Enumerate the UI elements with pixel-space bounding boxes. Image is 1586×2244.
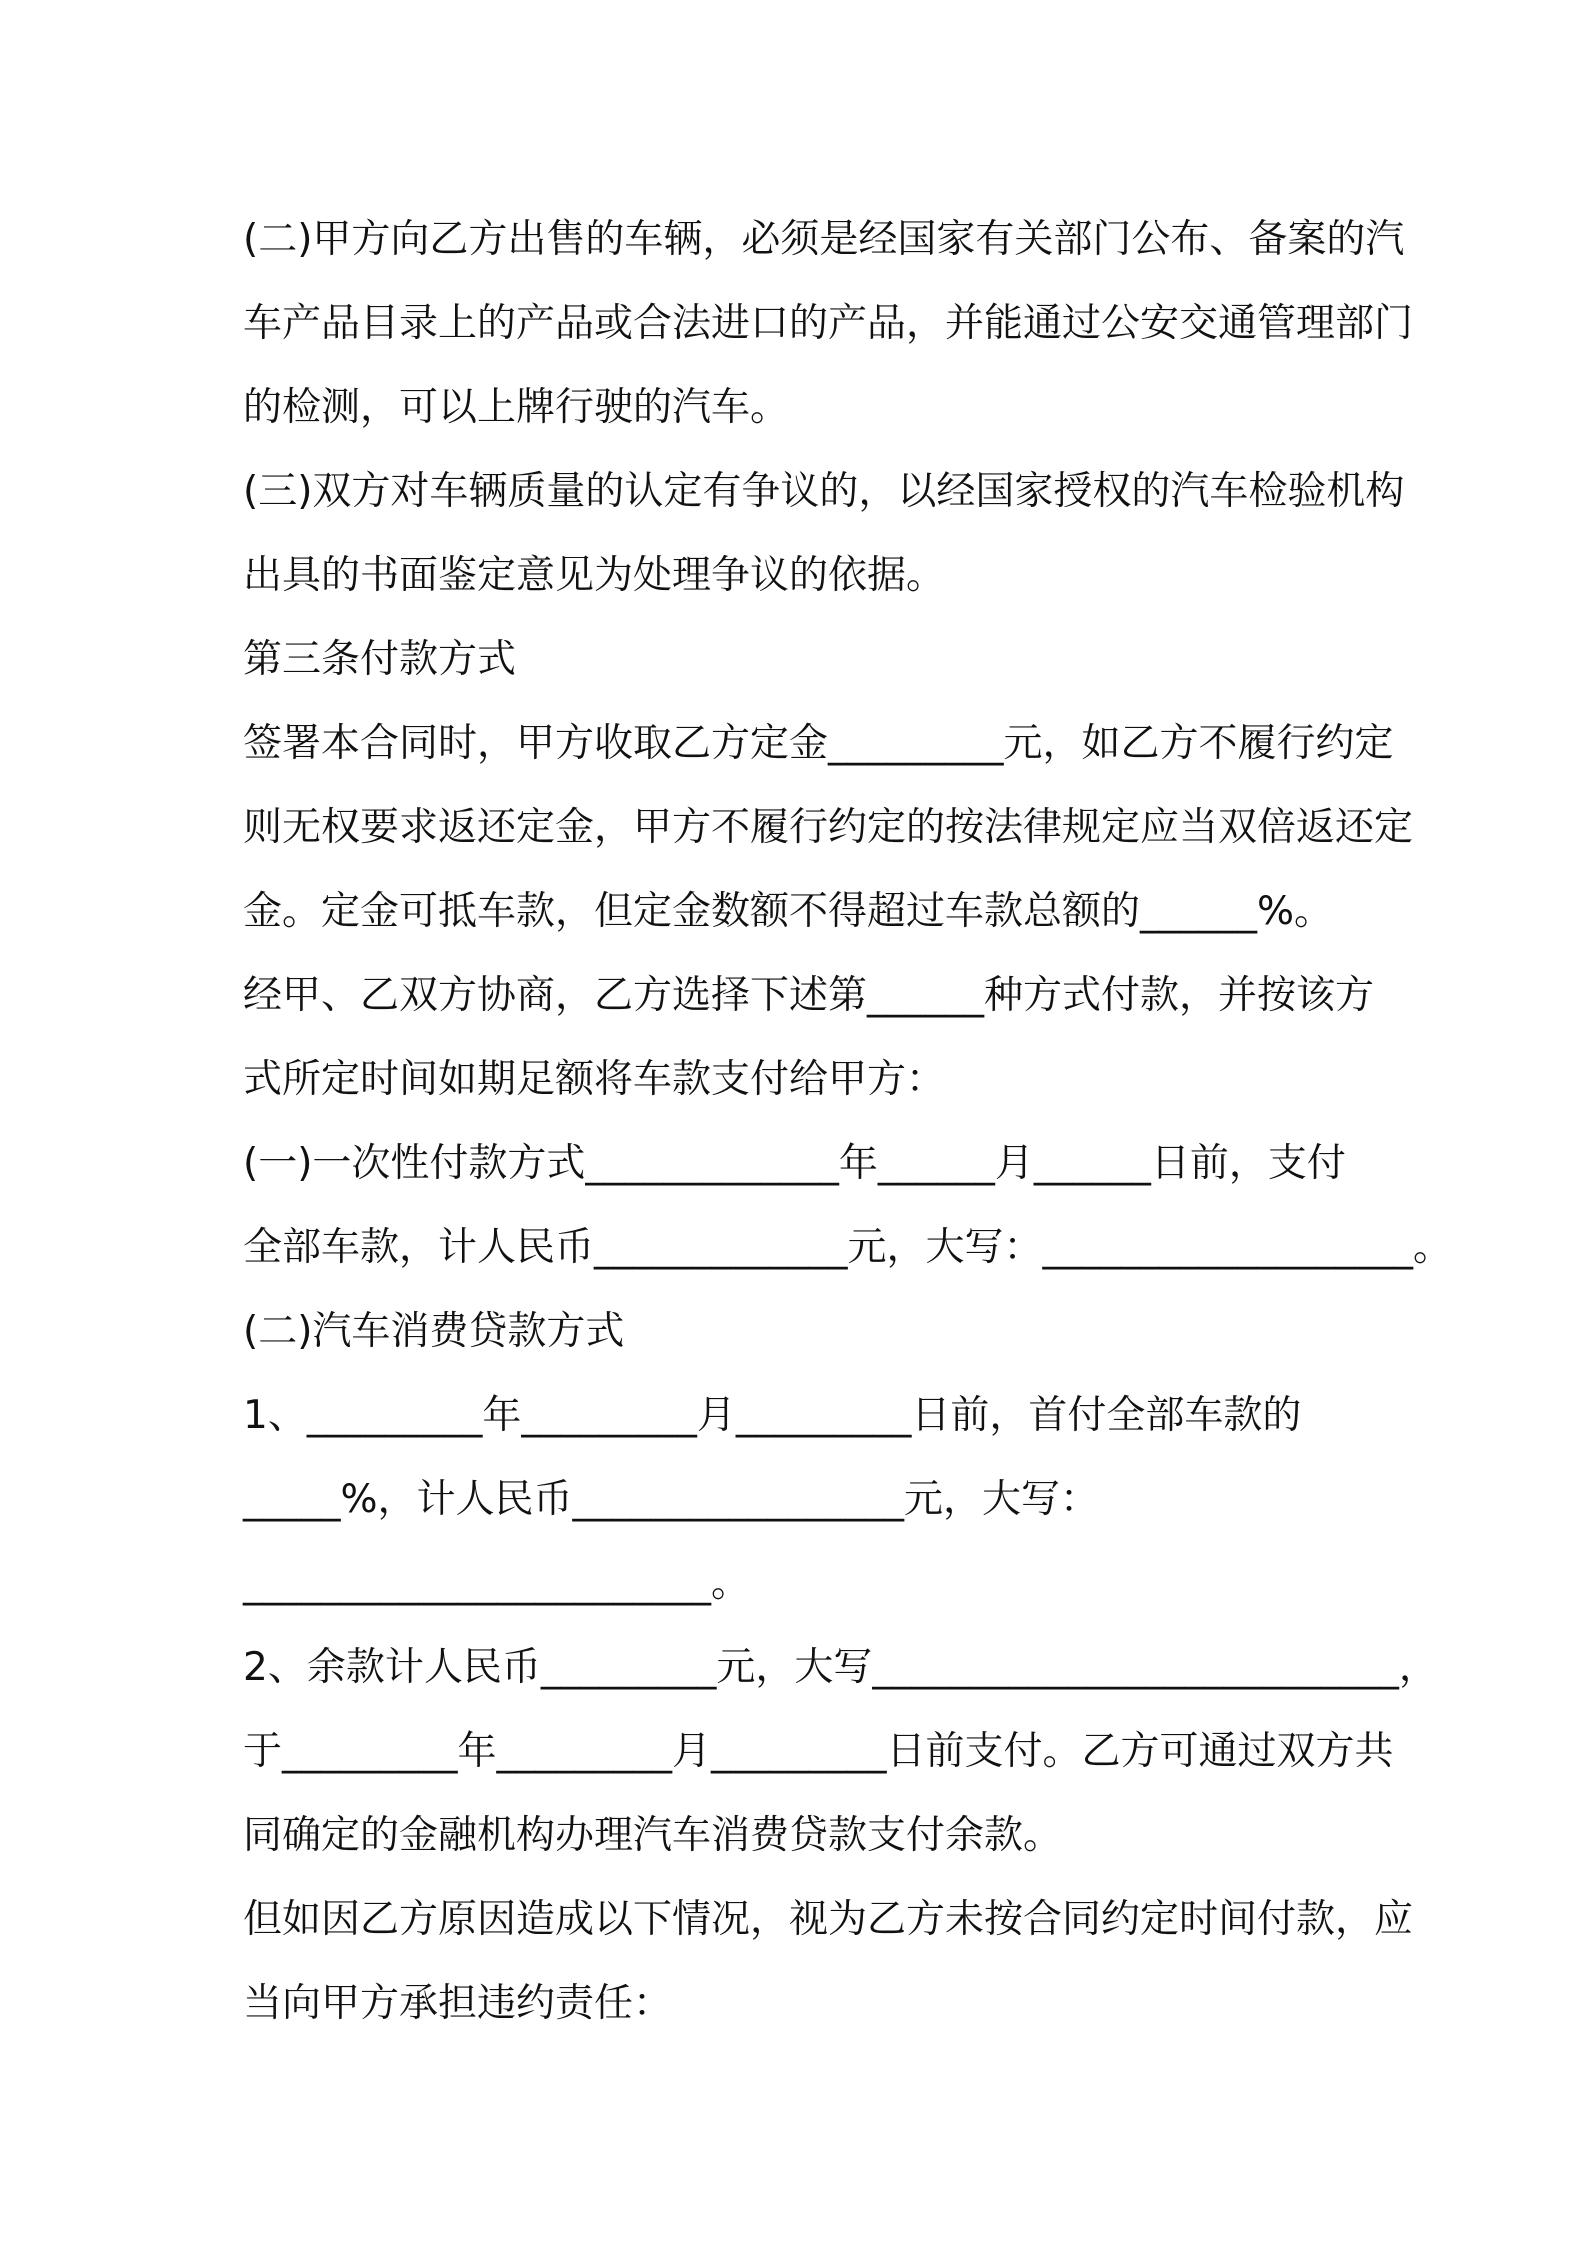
article-3-heading: 第三条付款方式 bbox=[243, 637, 517, 682]
loan-item-2-line-1: 2、余款计人民币_________元，大写___________________________， bbox=[243, 1645, 1438, 1690]
loan-item-2-line-2: 于_________年_________月_________日前支付。乙方可通过双方共 bbox=[243, 1729, 1394, 1774]
clause-2-3-line-2: 出具的书面鉴定意见为处理争议的依据。 bbox=[243, 553, 946, 598]
breach-paragraph-line-1: 但如因乙方原因造成以下情况，视为乙方未按合同约定时间付款，应 bbox=[243, 1897, 1414, 1942]
lump-sum-line-2: 全部车款，计人民币_____________元，大写：___________________。 bbox=[243, 1225, 1453, 1270]
clause-2-2-line-3: 的检测，可以上牌行驶的汽车。 bbox=[243, 385, 790, 430]
loan-heading: (二)汽车消费贷款方式 bbox=[243, 1309, 625, 1354]
loan-item-1-line-3: ________________________。 bbox=[243, 1561, 751, 1606]
deposit-paragraph-line-2: 则无权要求返还定金，甲方不履行约定的按法律规定应当双倍返还定 bbox=[243, 805, 1414, 850]
clause-2-3-line-1: (三)双方对车辆质量的认定有争议的，以经国家授权的汽车检验机构 bbox=[243, 469, 1405, 514]
deposit-paragraph-line-3: 金。定金可抵车款，但定金数额不得超过车款总额的______%。 bbox=[243, 889, 1334, 934]
loan-item-1-line-1: 1、_________年_________月_________日前，首付全部车款的 bbox=[243, 1393, 1302, 1438]
payment-choice-line-1: 经甲、乙双方协商，乙方选择下述第______种方式付款，并按该方 bbox=[243, 973, 1375, 1018]
loan-item-1-line-2: _____%，计人民币_________________元，大写： bbox=[243, 1477, 1100, 1522]
document-body bbox=[243, 198, 1453, 2046]
loan-item-2-line-3: 同确定的金融机构办理汽车消费贷款支付余款。 bbox=[243, 1813, 1063, 1858]
clause-2-2-line-2: 车产品目录上的产品或合法进口的产品，并能通过公安交通管理部门 bbox=[243, 301, 1414, 346]
clause-2-2-line-1: (二)甲方向乙方出售的车辆，必须是经国家有关部门公布、备案的汽 bbox=[243, 217, 1405, 262]
breach-paragraph-line-2: 当向甲方承担违约责任： bbox=[243, 1981, 673, 2026]
payment-choice-line-2: 式所定时间如期足额将车款支付给甲方： bbox=[243, 1057, 946, 1102]
lump-sum-line-1: (一)一次性付款方式_____________年______月______日前，支付 bbox=[243, 1141, 1346, 1186]
deposit-paragraph-line-1: 签署本合同时，甲方收取乙方定金_________元，如乙方不履行约定 bbox=[243, 721, 1394, 766]
